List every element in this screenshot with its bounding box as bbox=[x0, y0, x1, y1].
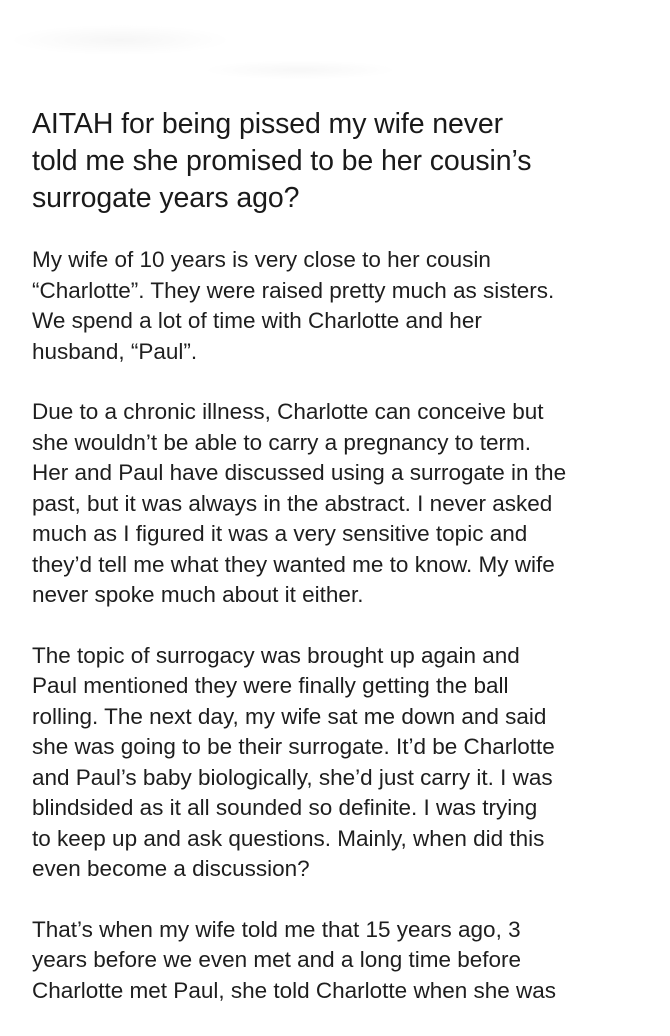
post-paragraph-4: That’s when my wife told me that 15 years ago, 3 years before we even met and a long time before Charlotte met Paul, she told Charlotte when she was bbox=[32, 916, 557, 1003]
post-paragraph-3: The topic of surrogacy was brought up again and Paul mentioned they were finally getting the ball rolling. The next day, my wife sat me down and said she was going to be their surrogate. It’d be Charlotte and Paul’s baby biologically, she’d just carry it. I was blindsided as it all sounded so definite. I was trying to keep up and ask questions. Mainly, when did this even become a discussion? bbox=[32, 642, 555, 881]
post bbox=[32, 106, 642, 1036]
top-blank-area bbox=[0, 0, 670, 95]
post-paragraph-2: Due to a chronic illness, Charlotte can conceive but she wouldn’t be able to carry a pregnancy to term. Her and Paul have discussed using a surrogate in the past, but it was always in the abstract. I never asked much as I figured it was a very sensitive topic and they’d tell me what they wanted me to know. My wife never spoke much about it either. bbox=[32, 399, 567, 607]
post-paragraph-1: My wife of 10 years is very close to her cousin “Charlotte”. They were raised pretty much as sisters. We spend a lot of time with Charlotte and her husband, “Paul”. bbox=[32, 247, 555, 364]
post-title: AITAH for being pissed my wife never told me she promised to be her cousin’s surrogate years ago? bbox=[32, 108, 532, 214]
post-body bbox=[32, 245, 642, 1006]
